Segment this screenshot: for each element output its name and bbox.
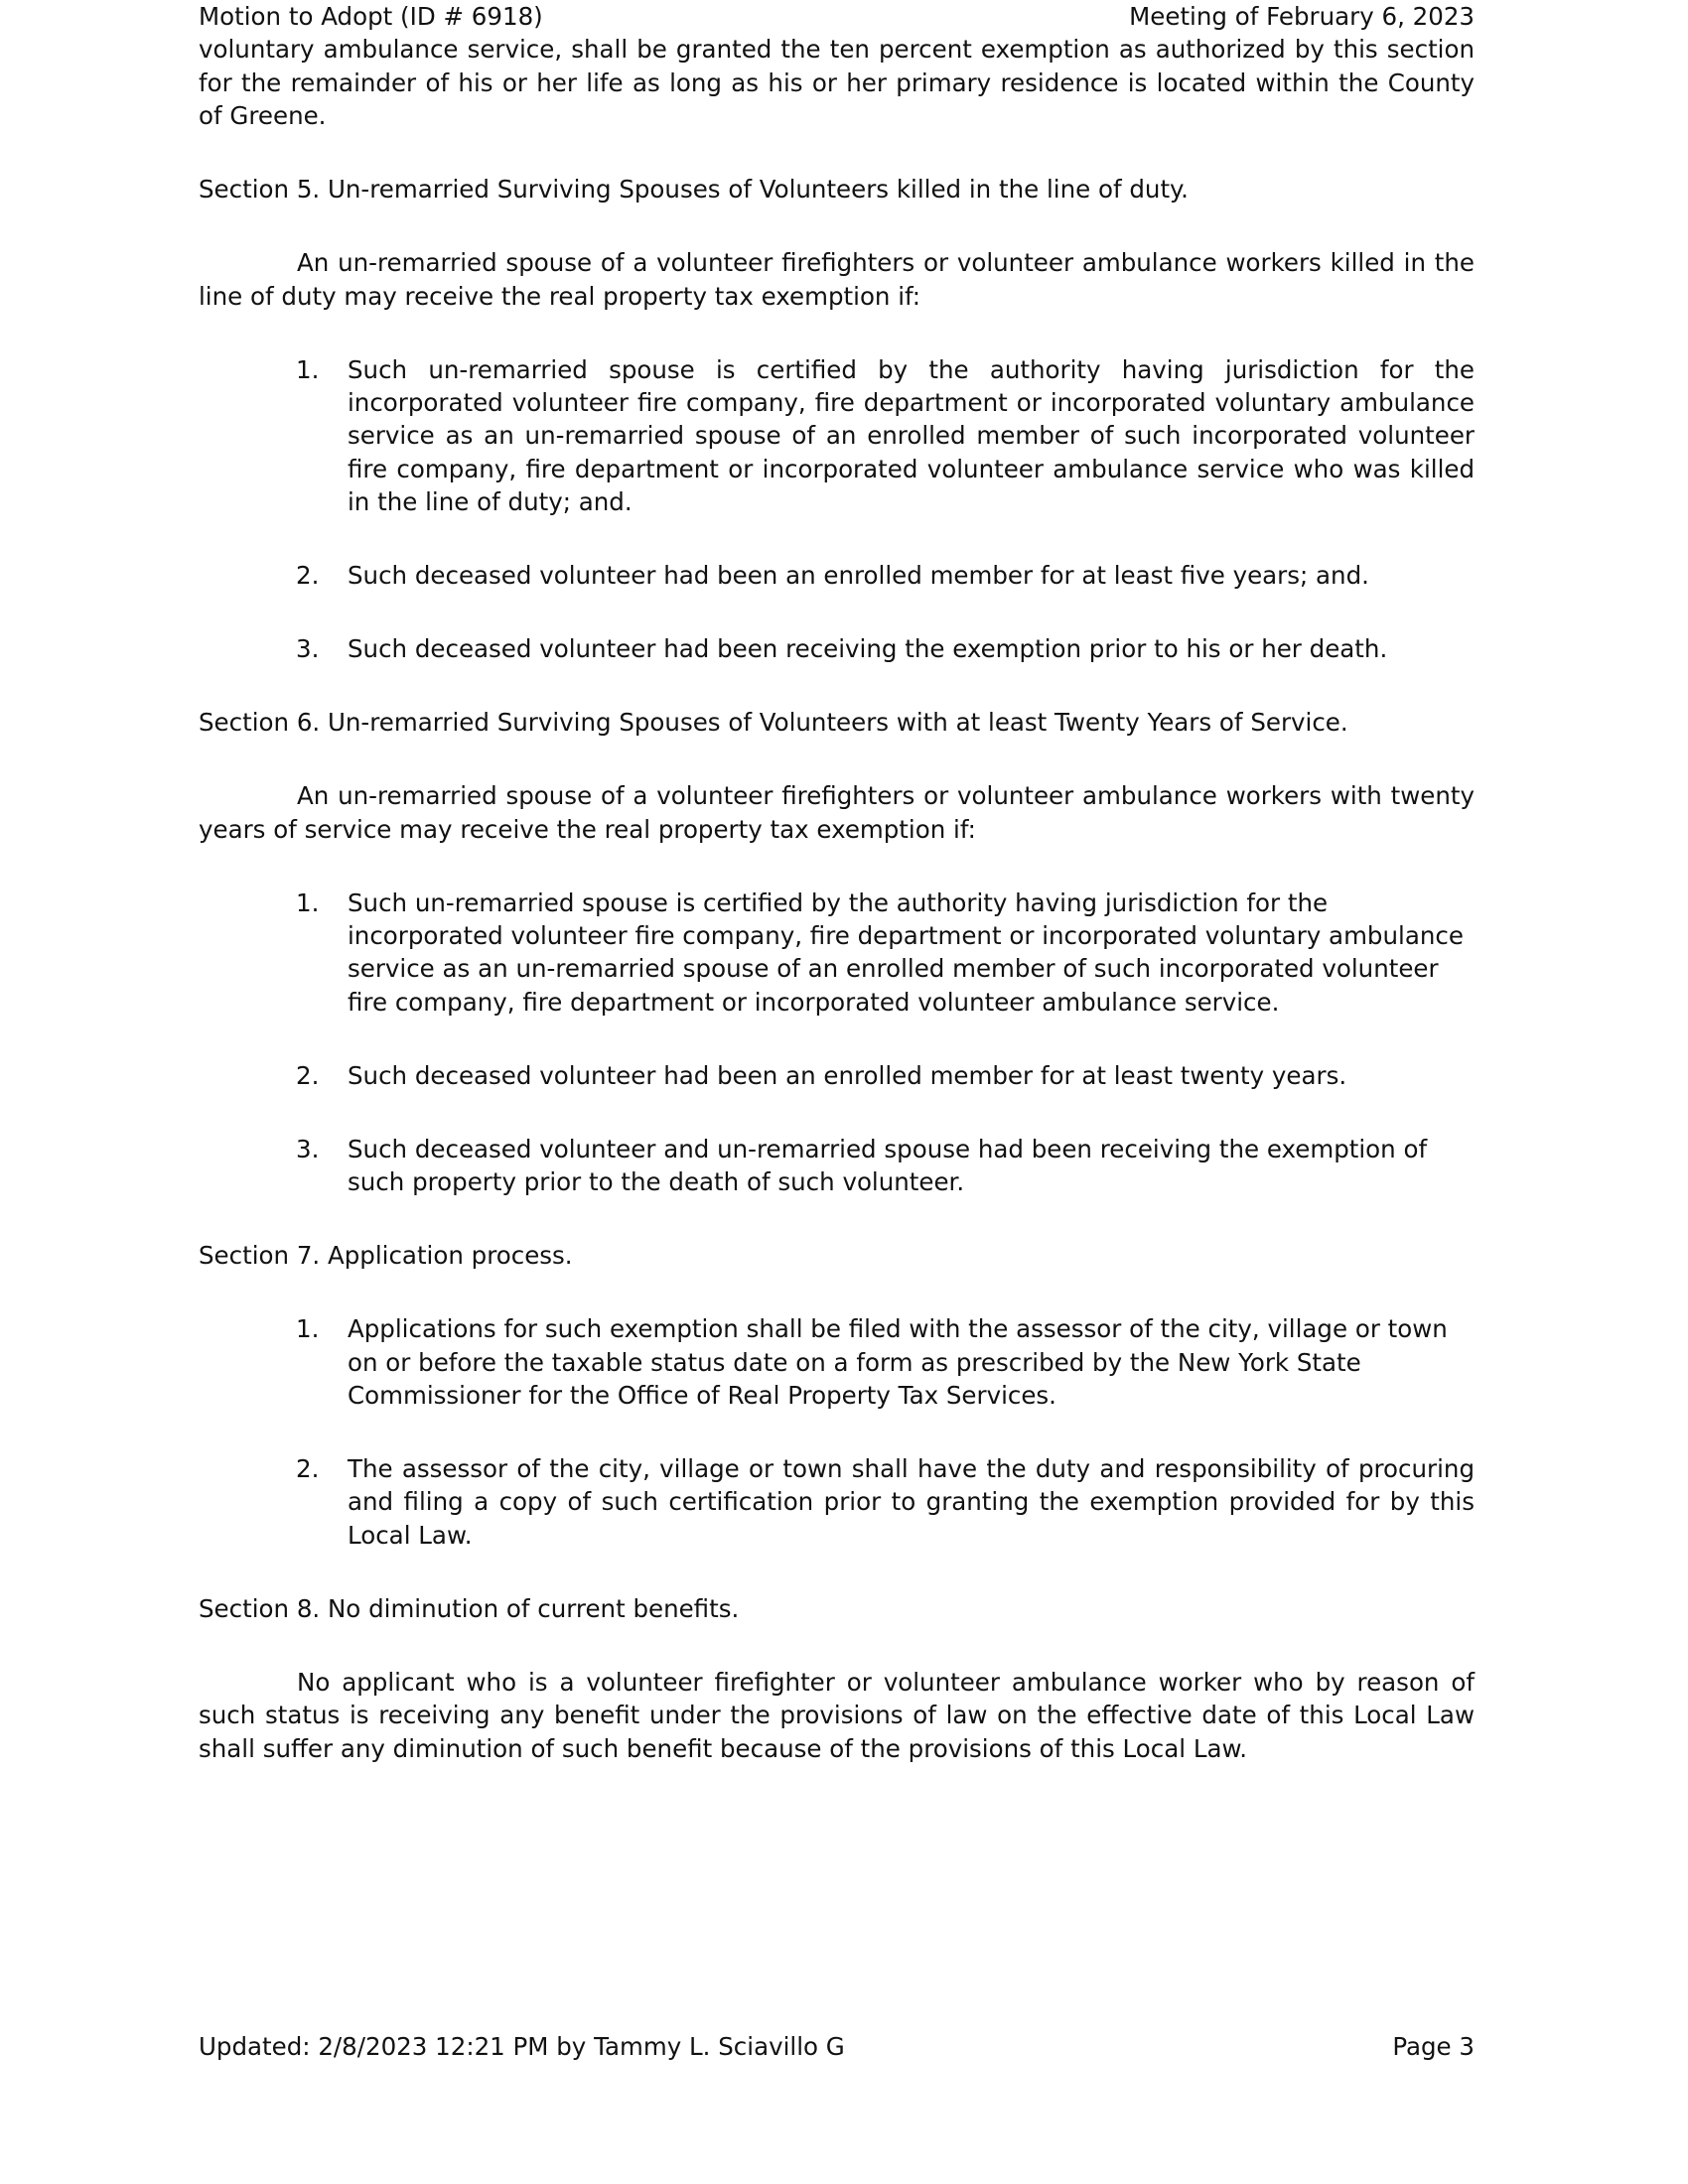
list-text: Such deceased volunteer had been receiving the exemption prior to his or her death.	[348, 634, 1388, 664]
page-header	[199, 0, 1475, 33]
section-8-heading: Section 8. No diminution of current benefits.	[199, 1593, 740, 1623]
list-item	[199, 353, 1475, 519]
section-6-heading: Section 6. Un-remarried Surviving Spouses of Volunteers with at least Twenty Years of Service.	[199, 708, 1348, 738]
list-number: 1.	[296, 354, 320, 384]
section-6-intro: An un-remarried spouse of a volunteer firefighters or volunteer ambulance workers with twenty years of service may receive the real property tax exemption if:	[199, 781, 1475, 844]
list-number: 1.	[296, 1314, 320, 1344]
list-text: Such un-remarried spouse is certified by the authority having jurisdiction for the incorporated volunteer fire company, fire department or incorporated voluntary ambulance service as an un-remarried spouse of an enrolled member of such incorporated volunteer fire company, fire department or incorporated volunteer ambulance service who was killed in the line of duty; and.	[348, 354, 1475, 517]
list-item	[199, 1312, 1475, 1412]
list-item	[199, 632, 1475, 665]
list-text: Such deceased volunteer had been an enrolled member for at least twenty years.	[348, 1060, 1347, 1090]
list-text: Such deceased volunteer and un-remarried spouse had been receiving the exemption of such property prior to the death of such volunteer.	[348, 1134, 1428, 1197]
section-6-list	[199, 887, 1475, 1199]
list-item	[199, 1452, 1475, 1552]
section-7-heading: Section 7. Application process.	[199, 1241, 573, 1271]
footer-page-number: Page 3	[1392, 2032, 1475, 2061]
list-item	[199, 1133, 1475, 1199]
list-text: Such un-remarried spouse is certified by the authority having jurisdiction for the incorporated volunteer fire company, fire department or incorporated voluntary ambulance service as an un-remarried spouse of an enrolled member of such incorporated volunteer fire company, fire department or incorporated volunteer ambulance service.	[348, 887, 1464, 1017]
document-page	[199, 0, 1475, 1806]
section-5-intro: An un-remarried spouse of a volunteer firefighters or volunteer ambulance workers killed in the line of duty may receive the real property tax exemption if:	[199, 248, 1475, 311]
list-number: 3.	[296, 1134, 320, 1163]
list-item	[199, 887, 1475, 1020]
list-text: The assessor of the city, village or town shall have the duty and responsibility of procuring and filing a copy of such certification prior to granting the exemption provided for by this Local Law.	[348, 1454, 1475, 1550]
list-number: 3.	[296, 634, 320, 664]
list-item	[199, 559, 1475, 592]
footer-updated: Updated: 2/8/2023 12:21 PM by Tammy L. Sciavillo G	[199, 2032, 845, 2061]
list-number: 1.	[296, 887, 320, 917]
section-5-heading: Section 5. Un-remarried Surviving Spouses of Volunteers killed in the line of duty.	[199, 175, 1189, 205]
list-text: Applications for such exemption shall be filed with the assessor of the city, village or town on or before the taxable status date on a form as prescribed by the New York State Commissioner for the Office of Real Property Tax Services.	[348, 1314, 1448, 1411]
page-footer	[199, 2030, 1475, 2063]
list-number: 2.	[296, 1060, 320, 1090]
header-meeting-date: Meeting of February 6, 2023	[1129, 2, 1475, 31]
continuation-paragraph: voluntary ambulance service, shall be granted the ten percent exemption as authorized by this section for the remainder of his or her life as long as his or her primary residence is located within the County of Greene.	[199, 35, 1475, 131]
section-8-body: No applicant who is a volunteer firefighter or volunteer ambulance worker who by reason of such status is receiving any benefit under the provisions of law on the effective date of this Local Law shall suffer any diminution of such benefit because of the provisions of this Local Law.	[199, 1667, 1475, 1763]
section-5-list	[199, 353, 1475, 666]
header-motion-id: Motion to Adopt (ID # 6918)	[199, 2, 543, 31]
list-item	[199, 1059, 1475, 1092]
list-text: Such deceased volunteer had been an enrolled member for at least five years; and.	[348, 561, 1369, 591]
list-number: 2.	[296, 561, 320, 591]
list-number: 2.	[296, 1454, 320, 1484]
section-7-list	[199, 1312, 1475, 1552]
